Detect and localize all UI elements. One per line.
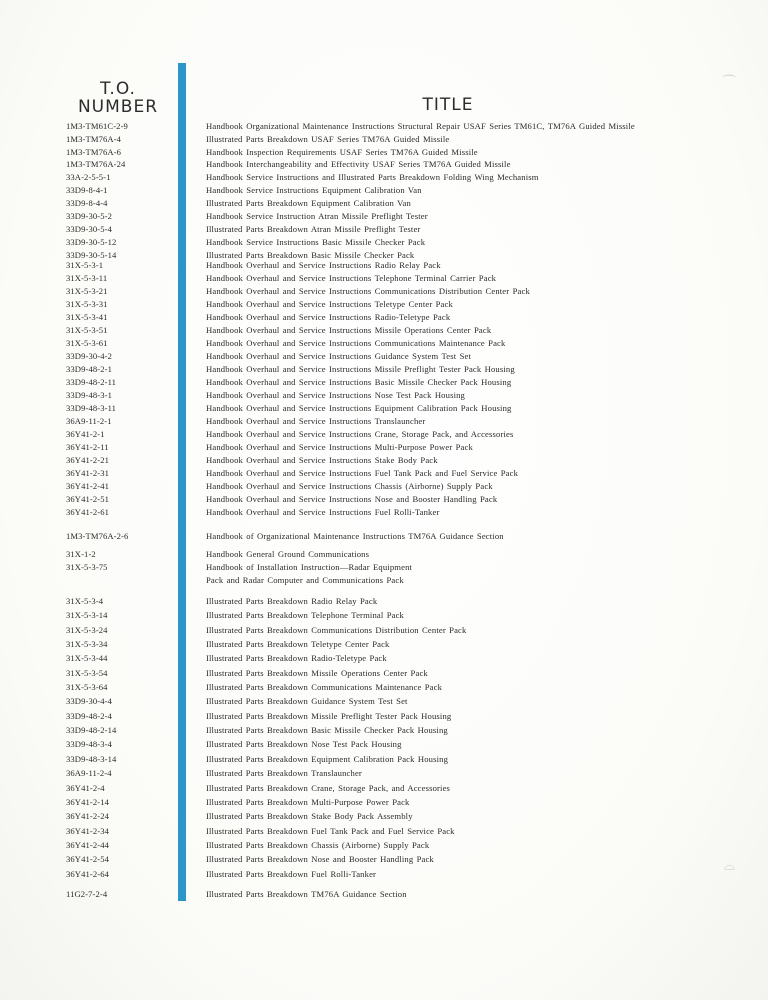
title-cell: Illustrated Parts Breakdown Missile Preflight Tester Pack Housing (206, 711, 452, 721)
to-number-cell: 36Y41-2-64 (66, 869, 110, 879)
to-number-cell: 36Y41-2-44 (66, 840, 110, 850)
to-number-cell: 31X-5-3-61 (66, 338, 108, 348)
to-number-cell: 33D9-8-4-1 (66, 185, 108, 195)
title-cell: Illustrated Parts Breakdown Stake Body Pack Assembly (206, 811, 413, 821)
title-cell: Handbook Overhaul and Service Instructions Chassis (Airborne) Supply Pack (206, 481, 493, 491)
title-cell: Handbook Overhaul and Service Instructions Fuel Tank Pack and Fuel Service Pack (206, 468, 519, 478)
title-cell: Illustrated Parts Breakdown Communications Maintenance Pack (206, 682, 443, 692)
title-cell: Illustrated Parts Breakdown Radio-Teletype Pack (206, 653, 387, 663)
to-number-cell: 1M3-TM76A-2-6 (66, 531, 129, 541)
to-number-cell: 36Y41-2-14 (66, 797, 110, 807)
to-number-cell: 36Y41-2-1 (66, 429, 105, 439)
title-cell: Handbook Overhaul and Service Instructions Radio Relay Pack (206, 260, 441, 270)
title-cell: Illustrated Parts Breakdown Translauncher (206, 768, 362, 778)
title-cell: Handbook Overhaul and Service Instructions Nose and Booster Handling Pack (206, 494, 498, 504)
title-cell: Illustrated Parts Breakdown TM76A Guidance Section (206, 889, 407, 899)
accent-divider-bar (178, 63, 186, 901)
title-cell: Handbook General Ground Communications (206, 549, 370, 559)
to-number-cell: 33D9-30-5-2 (66, 211, 112, 221)
to-number-cell: 1M3-TM76A-4 (66, 134, 122, 144)
title-cell: Handbook Overhaul and Service Instructions Basic Missile Checker Pack Housing (206, 377, 512, 387)
to-number-cell: 36Y41-2-61 (66, 507, 110, 517)
title-cell: Handbook Service Instruction Atran Missile Preflight Tester (206, 211, 428, 221)
to-number-cell: 1M3-TM76A-24 (66, 159, 126, 169)
to-number-cell: 33D9-48-2-1 (66, 364, 112, 374)
to-number-header-line2: NUMBER (77, 97, 159, 117)
to-number-cell: 36Y41-2-4 (66, 783, 105, 793)
title-cell: Handbook Overhaul and Service Instructions Multi-Purpose Power Pack (206, 442, 473, 452)
to-number-cell: 31X-5-3-64 (66, 682, 108, 692)
title-cell: Illustrated Parts Breakdown Telephone Terminal Pack (206, 610, 404, 620)
title-cell: Handbook Service Instructions Basic Missile Checker Pack (206, 237, 426, 247)
to-number-cell: 31X-5-3-34 (66, 639, 108, 649)
to-number-cell: 31X-5-3-51 (66, 325, 108, 335)
to-number-cell: 33D9-48-3-1 (66, 390, 112, 400)
to-number-cell: 33D9-48-2-4 (66, 711, 112, 721)
to-number-header (60, 80, 176, 116)
to-number-cell: 1M3-TM61C-2-9 (66, 121, 128, 131)
title-cell: Illustrated Parts Breakdown Nose Test Pack Housing (206, 739, 402, 749)
title-cell: Handbook Overhaul and Service Instructions Communications Distribution Center Pack (206, 286, 530, 296)
title-cell: Handbook Overhaul and Service Instructions Missile Operations Center Pack (206, 325, 492, 335)
title-cell: Illustrated Parts Breakdown Communications Distribution Center Pack (206, 625, 467, 635)
title-cell: Handbook Overhaul and Service Instructions Stake Body Pack (206, 455, 438, 465)
to-number-cell: 31X-5-3-21 (66, 286, 108, 296)
title-cell: Handbook Overhaul and Service Instructions Fuel Rolli-Tanker (206, 507, 440, 517)
title-cell: Handbook Overhaul and Service Instructions Crane, Storage Pack, and Accessories (206, 429, 514, 439)
title-cell: Illustrated Parts Breakdown Basic Missile Checker Pack Housing (206, 725, 448, 735)
to-number-cell: 36Y41-2-11 (66, 442, 109, 452)
title-cell: Illustrated Parts Breakdown Crane, Storage Pack, and Accessories (206, 783, 451, 793)
to-number-cell: 36Y41-2-24 (66, 811, 110, 821)
to-number-cell: 33D9-30-5-12 (66, 237, 117, 247)
to-number-cell: 31X-5-3-31 (66, 299, 108, 309)
binder-hole-mark-top: ⌒ (722, 75, 736, 91)
title-cell: Illustrated Parts Breakdown Nose and Booster Handling Pack (206, 854, 434, 864)
binder-hole-mark-bottom: ⌓ (724, 858, 736, 874)
to-number-cell: 33D9-48-3-14 (66, 754, 117, 764)
to-number-cell: 36Y41-2-51 (66, 494, 110, 504)
to-number-cell: 33D9-48-3-4 (66, 739, 112, 749)
title-cell: Handbook Organizational Maintenance Instructions Structural Repair USAF Series TM61C, TM76A Guided Missile (206, 121, 635, 131)
title-cell: Illustrated Parts Breakdown Teletype Center Pack (206, 639, 390, 649)
title-header: TITLE (422, 95, 474, 115)
to-number-cell: 33D9-30-5-14 (66, 250, 117, 260)
to-number-cell: 31X-5-3-14 (66, 610, 108, 620)
to-number-cell: 33D9-8-4-4 (66, 198, 108, 208)
title-cell: Illustrated Parts Breakdown Guidance System Test Set (206, 696, 408, 706)
to-number-cell: 36Y41-2-54 (66, 854, 110, 864)
to-number-cell: 31X-5-3-4 (66, 596, 104, 606)
to-number-cell: 36Y41-2-34 (66, 826, 110, 836)
title-cell: Handbook Overhaul and Service Instructions Missile Preflight Tester Pack Housing (206, 364, 515, 374)
to-number-cell: 33D9-48-3-11 (66, 403, 117, 413)
title-cell: Illustrated Parts Breakdown Fuel Rolli-Tanker (206, 869, 377, 879)
title-cell: Handbook Overhaul and Service Instructions Telephone Terminal Carrier Pack (206, 273, 497, 283)
title-cell: Handbook Overhaul and Service Instructions Translauncher (206, 416, 426, 426)
title-cell: Illustrated Parts Breakdown Fuel Tank Pack and Fuel Service Pack (206, 826, 455, 836)
to-number-cell: 33D9-48-2-14 (66, 725, 117, 735)
title-cell: Illustrated Parts Breakdown Chassis (Airborne) Supply Pack (206, 840, 430, 850)
title-cell: Handbook of Organizational Maintenance Instructions TM76A Guidance Section (206, 531, 504, 541)
to-number-cell: 31X-5-3-1 (66, 260, 104, 270)
title-cell: Handbook of Installation Instruction—Radar Equipment (206, 562, 413, 572)
to-number-cell: 33D9-30-4-2 (66, 351, 112, 361)
title-cell: Handbook Overhaul and Service Instructions Equipment Calibration Pack Housing (206, 403, 512, 413)
to-number-cell: 36Y41-2-31 (66, 468, 110, 478)
to-number-cell: 31X-5-3-54 (66, 668, 108, 678)
to-number-cell: 36A9-11-2-4 (66, 768, 112, 778)
title-cell: Illustrated Parts Breakdown Equipment Calibration Van (206, 198, 411, 208)
to-number-cell: 31X-1-2 (66, 549, 96, 559)
title-cell: Illustrated Parts Breakdown Multi-Purpose Power Pack (206, 797, 410, 807)
title-cell: Illustrated Parts Breakdown Atran Missile Preflight Tester (206, 224, 421, 234)
to-number-cell: 31X-5-3-24 (66, 625, 108, 635)
to-number-cell: 31X-5-3-41 (66, 312, 108, 322)
title-cell: Illustrated Parts Breakdown Radio Relay Pack (206, 596, 378, 606)
title-cell: Illustrated Parts Breakdown Equipment Calibration Pack Housing (206, 754, 449, 764)
to-number-cell: 1M3-TM76A-6 (66, 147, 122, 157)
title-cell: Illustrated Parts Breakdown USAF Series TM76A Guided Missile (206, 134, 450, 144)
to-number-cell: 31X-5-3-44 (66, 653, 108, 663)
to-number-cell: 33D9-30-4-4 (66, 696, 112, 706)
to-number-cell: 11G2-7-2-4 (66, 889, 108, 899)
title-cell: Handbook Inspection Requirements USAF Series TM76A Guided Missile (206, 147, 478, 157)
title-cell: Handbook Overhaul and Service Instructions Teletype Center Pack (206, 299, 453, 309)
to-number-header-line1: T.O. (100, 79, 136, 99)
to-number-cell: 31X-5-3-11 (66, 273, 108, 283)
title-cell: Handbook Overhaul and Service Instructions Radio-Teletype Pack (206, 312, 451, 322)
to-number-cell: 33D9-30-5-4 (66, 224, 112, 234)
to-number-cell: 33D9-48-2-11 (66, 377, 117, 387)
to-number-cell: 33A-2-5-5-1 (66, 172, 111, 182)
to-number-cell: 31X-5-3-75 (66, 562, 108, 572)
to-number-cell: 36Y41-2-41 (66, 481, 110, 491)
title-cell: Illustrated Parts Breakdown Basic Missile Checker Pack (206, 250, 415, 260)
to-number-cell: 36Y41-2-21 (66, 455, 110, 465)
title-cell: Handbook Service Instructions Equipment Calibration Van (206, 185, 422, 195)
title-cell: Handbook Interchangeability and Effectivity USAF Series TM76A Guided Missile (206, 159, 511, 169)
title-cell: Handbook Overhaul and Service Instructions Communications Maintenance Pack (206, 338, 506, 348)
title-cell: Handbook Overhaul and Service Instructions Guidance System Test Set (206, 351, 472, 361)
title-cell: Pack and Radar Computer and Communications Pack (206, 575, 404, 585)
title-cell: Illustrated Parts Breakdown Missile Operations Center Pack (206, 668, 428, 678)
title-cell: Handbook Overhaul and Service Instructions Nose Test Pack Housing (206, 390, 465, 400)
title-cell: Handbook Service Instructions and Illustrated Parts Breakdown Folding Wing Mechanism (206, 172, 539, 182)
to-number-cell: 36A9-11-2-1 (66, 416, 112, 426)
